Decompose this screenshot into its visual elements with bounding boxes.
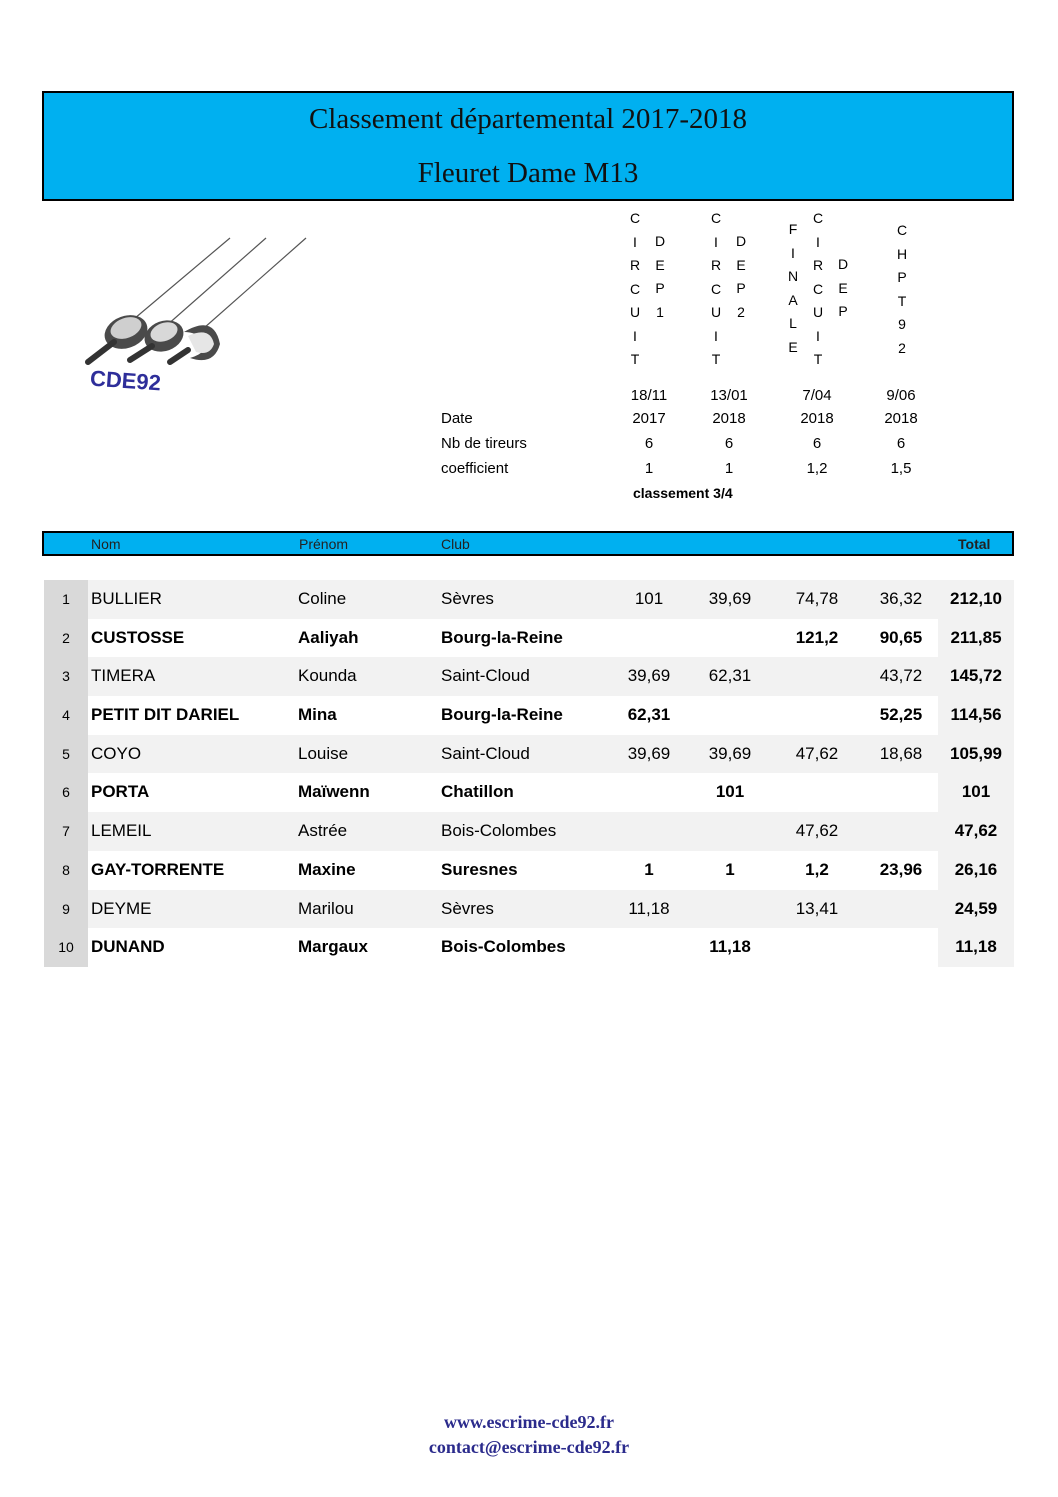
classement-note: classement 3/4	[633, 485, 733, 501]
score-cell: 39,69	[627, 666, 671, 686]
coefficient-value: 1,5	[890, 460, 912, 477]
nom-cell: LEMEIL	[91, 821, 152, 841]
logo-text: CDE92	[89, 365, 162, 396]
nom-cell: GAY-TORRENTE	[91, 859, 225, 879]
score-cell: 62,31	[627, 705, 671, 725]
prenom-cell: Aaliyah	[298, 627, 359, 647]
score-cell: 90,65	[879, 627, 923, 647]
header-total: Total	[958, 536, 991, 552]
prenom-cell: Maxine	[298, 859, 356, 879]
nom-cell: TIMERA	[91, 666, 156, 686]
rank-cell: 3	[44, 657, 88, 696]
score-cell: 23,96	[879, 859, 923, 879]
score-cell: 43,72	[879, 666, 923, 686]
coefficient-value: 1,2	[806, 460, 828, 477]
rank-cell: 4	[44, 696, 88, 735]
score-cell: 11,18	[709, 937, 751, 957]
table-row	[44, 735, 1014, 774]
score-cell: 18,68	[879, 743, 923, 763]
nb-tireurs-value: 6	[644, 435, 654, 452]
footer-email[interactable]: contact@escrime-cde92.fr	[428, 1437, 630, 1457]
competition-vertical-label: F I N A L E	[787, 221, 799, 355]
competition-vertical-label: D E P 2	[735, 233, 747, 320]
nom-cell: COYO	[91, 743, 142, 763]
nb-tireurs-value: 6	[812, 435, 822, 452]
score-cell: 13,41	[795, 898, 839, 918]
total-cell: 145,72	[938, 657, 1014, 696]
total-cell: 212,10	[938, 580, 1014, 619]
club-cell: Saint-Cloud	[441, 666, 530, 686]
coefficient-value: 1	[644, 460, 654, 477]
club-cell: Bois-Colombes	[441, 821, 557, 841]
score-cell: 39,69	[627, 743, 671, 763]
total-cell: 211,85	[938, 619, 1014, 658]
table-row	[44, 890, 1014, 929]
competition-date: 7/04 2018	[800, 387, 834, 427]
competition-date: 18/11 2017	[630, 387, 668, 427]
table-row	[44, 696, 1014, 735]
nom-cell: PORTA	[91, 782, 150, 802]
club-cell: Suresnes	[441, 859, 518, 879]
club-cell: Chatillon	[441, 782, 514, 802]
total-cell: 24,59	[938, 890, 1014, 929]
total-cell: 101	[938, 773, 1014, 812]
club-cell: Sèvres	[441, 589, 494, 608]
competition-vertical-label: D E P	[837, 256, 849, 319]
coefficient-label: coefficient	[441, 460, 509, 477]
total-cell: 105,99	[938, 735, 1014, 774]
score-cell: 74,78	[795, 589, 839, 608]
table-row	[44, 580, 1014, 619]
header-prenom: Prénom	[299, 536, 349, 552]
competition-vertical-label: C I R C U I T	[710, 210, 722, 367]
ranking-table	[44, 580, 1014, 967]
nb-tireurs-value: 6	[724, 435, 734, 452]
rank-cell: 1	[44, 580, 88, 619]
rank-cell: 9	[44, 890, 88, 929]
header-nom: Nom	[91, 536, 121, 552]
competition-vertical-label: C I R C U I T	[629, 210, 641, 367]
rank-cell: 10	[44, 928, 88, 967]
total-cell: 11,18	[938, 928, 1014, 967]
score-cell: 47,62	[795, 743, 839, 763]
prenom-cell: Louise	[298, 743, 349, 763]
competition-date: 9/06 2018	[884, 387, 918, 427]
score-cell: 62,31	[708, 666, 752, 686]
page-title: Classement départemental 2017-2018	[308, 103, 748, 135]
club-cell: Bois-Colombes	[441, 937, 566, 957]
total-cell: 114,56	[938, 696, 1014, 735]
rank-cell: 5	[44, 735, 88, 774]
total-cell: 26,16	[938, 851, 1014, 890]
score-cell: 1	[644, 859, 654, 879]
nb-tireurs-label: Nb de tireurs	[441, 435, 527, 452]
prenom-cell: Margaux	[298, 937, 368, 957]
rank-cell: 8	[44, 851, 88, 890]
date-label: Date	[441, 410, 473, 427]
score-cell: 11,18	[628, 898, 670, 918]
cde92-logo	[84, 232, 316, 402]
prenom-cell: Marilou	[298, 898, 354, 918]
prenom-cell: Maïwenn	[298, 782, 370, 802]
score-cell: 39,69	[708, 589, 752, 608]
score-cell: 101	[634, 589, 664, 608]
rank-cell: 6	[44, 773, 88, 812]
score-cell: 36,32	[879, 589, 923, 608]
table-row	[44, 657, 1014, 696]
header-club: Club	[441, 536, 470, 552]
table-row	[44, 851, 1014, 890]
table-row	[44, 928, 1014, 967]
competition-date: 13/01 2018	[710, 387, 748, 427]
prenom-cell: Mina	[298, 705, 337, 725]
nom-cell: PETIT DIT DARIEL	[91, 705, 240, 725]
club-cell: Bourg-la-Reine	[441, 705, 563, 725]
prenom-cell: Coline	[298, 589, 347, 608]
competition-vertical-label: C H P T 9 2	[896, 222, 908, 356]
club-cell: Sèvres	[441, 898, 494, 918]
rank-cell: 2	[44, 619, 88, 658]
nb-tireurs-value: 6	[896, 435, 906, 452]
title-banner	[42, 91, 1014, 201]
score-cell: 47,62	[795, 821, 839, 841]
nom-cell: BULLIER	[91, 589, 162, 608]
page-subtitle: Fleuret Dame M13	[417, 157, 639, 189]
club-cell: Saint-Cloud	[441, 743, 530, 763]
nom-cell: DEYME	[91, 898, 152, 918]
rank-cell: 7	[44, 812, 88, 851]
score-cell: 101	[715, 782, 745, 802]
score-cell: 1,2	[805, 859, 829, 879]
prenom-cell: Astrée	[298, 821, 348, 841]
table-row	[44, 619, 1014, 658]
footer-website[interactable]: www.escrime-cde92.fr	[444, 1412, 614, 1432]
coefficient-value: 1	[724, 460, 734, 477]
competition-vertical-label: C I R C U I T	[812, 210, 824, 367]
score-cell: 39,69	[708, 743, 752, 763]
nom-cell: CUSTOSSE	[91, 627, 185, 647]
score-cell: 121,2	[795, 627, 839, 647]
table-row	[44, 773, 1014, 812]
club-cell: Bourg-la-Reine	[441, 627, 563, 647]
competition-vertical-label: D E P 1	[654, 233, 666, 320]
table-row	[44, 812, 1014, 851]
nom-cell: DUNAND	[91, 937, 165, 957]
total-cell: 47,62	[938, 812, 1014, 851]
table-header	[42, 531, 1014, 556]
score-cell: 52,25	[879, 705, 923, 725]
prenom-cell: Kounda	[298, 666, 357, 686]
score-cell: 1	[725, 859, 735, 879]
